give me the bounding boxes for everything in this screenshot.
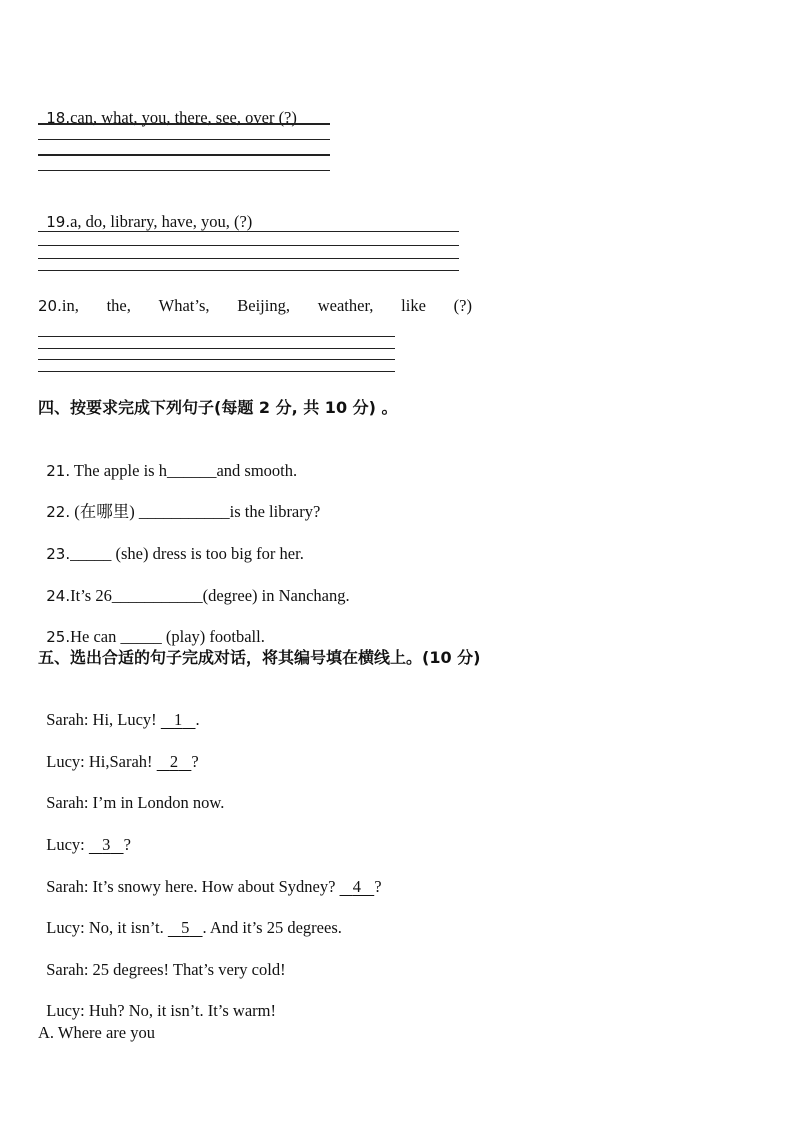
answer-blank[interactable]	[168, 918, 203, 937]
dialogue-text: Lucy:	[46, 835, 89, 854]
question-number: 18.	[46, 109, 71, 127]
word: What’s,	[158, 296, 210, 315]
fill-blank[interactable]: ___________	[138, 502, 230, 521]
question-number: 19.	[46, 213, 71, 231]
question-number: 25.	[46, 628, 71, 646]
question-24	[38, 566, 350, 606]
word: Beijing,	[237, 296, 290, 315]
word: the,	[106, 296, 131, 315]
answer-blank[interactable]	[89, 835, 124, 854]
question-21	[38, 441, 297, 481]
dialogue-text: Sarah: It’s snowy here. How about Sydney?	[46, 877, 340, 896]
blank-number: 3	[102, 835, 111, 854]
dialogue-text: Sarah: I’m in London now.	[46, 793, 225, 812]
dialogue-line	[38, 898, 342, 938]
question-22	[38, 482, 320, 522]
fill-blank[interactable]: _____	[70, 544, 112, 563]
dialogue-text: . And it’s 25 degrees.	[202, 918, 342, 937]
question-text: is the library?	[229, 502, 321, 521]
answer-line[interactable]	[38, 348, 395, 349]
answer-line[interactable]	[38, 154, 330, 156]
word: (?)	[453, 296, 472, 315]
question-words: can, what, you, there, see, over (?)	[70, 108, 297, 127]
question-text: (she) dress is too big for her.	[111, 544, 304, 563]
word: weather,	[317, 296, 374, 315]
word: like	[401, 296, 426, 315]
section-5-title: 五、选出合适的句子完成对话，将其编号填在横线上。(10 分)	[38, 648, 481, 667]
answer-blank[interactable]	[340, 877, 375, 896]
blank-number: 4	[352, 877, 361, 896]
option-a: A. Where are you	[38, 1023, 155, 1042]
dialogue-text: Sarah: Hi, Lucy!	[46, 710, 161, 729]
section-4-title: 四、按要求完成下列句子(每题 2 分, 共 10 分) 。	[38, 398, 398, 417]
question-number: 22.	[46, 503, 71, 521]
answer-line[interactable]	[38, 245, 459, 246]
answer-line[interactable]	[38, 231, 459, 232]
question-19	[38, 192, 252, 232]
dialogue-line	[38, 940, 286, 980]
question-18	[38, 88, 297, 128]
fill-blank[interactable]: _____	[120, 627, 162, 646]
dialogue-text: Lucy: No, it isn’t.	[46, 918, 168, 937]
question-text: and smooth.	[216, 461, 298, 480]
dialogue-line	[38, 773, 224, 813]
dialogue-text: ?	[123, 835, 131, 854]
dialogue-text: Lucy: Hi,Sarah!	[46, 752, 157, 771]
question-25	[38, 607, 265, 647]
answer-blank[interactable]	[161, 710, 196, 729]
dialogue-line	[38, 690, 200, 730]
dialogue-line	[38, 732, 199, 772]
question-23	[38, 524, 304, 564]
blank-number: 5	[181, 918, 190, 937]
dialogue-line	[38, 857, 382, 897]
answer-line[interactable]	[38, 359, 395, 360]
answer-line[interactable]	[38, 371, 395, 372]
question-text: The apple is h	[70, 461, 167, 480]
dialogue-text: Sarah: 25 degrees! That’s very cold!	[46, 960, 286, 979]
dialogue-text: ?	[191, 752, 199, 771]
answer-line[interactable]	[38, 258, 459, 259]
dialogue-line	[38, 815, 131, 855]
question-20	[38, 296, 472, 316]
question-text: (degree) in Nanchang.	[202, 586, 350, 605]
dialogue-text: Lucy: Huh? No, it isn’t. It’s warm!	[46, 1001, 276, 1020]
blank-number: 1	[174, 710, 183, 729]
fill-blank[interactable]: ___________	[111, 586, 203, 605]
answer-line[interactable]	[38, 139, 330, 140]
word: in,	[61, 296, 79, 315]
answer-line[interactable]	[38, 270, 459, 271]
fill-blank[interactable]: ______	[166, 461, 217, 480]
answer-line[interactable]	[38, 123, 330, 125]
question-text: It’s 26	[70, 586, 112, 605]
question-words: a, do, library, have, you, (?)	[70, 212, 253, 231]
dialogue-text: .	[195, 710, 200, 729]
question-number: 20.	[38, 297, 62, 315]
question-number: 21.	[46, 462, 71, 480]
answer-line[interactable]	[38, 170, 330, 171]
answer-line[interactable]	[38, 336, 395, 337]
dialogue-line	[38, 981, 276, 1021]
blank-number: 2	[169, 752, 179, 771]
dialogue-text: ?	[374, 877, 382, 896]
question-number: 24.	[46, 587, 71, 605]
question-number: 23.	[46, 545, 71, 563]
question-text: (play) football.	[161, 627, 265, 646]
question-text: He can	[70, 627, 121, 646]
answer-blank[interactable]	[157, 752, 192, 771]
question-text: (在哪里)	[70, 502, 139, 521]
